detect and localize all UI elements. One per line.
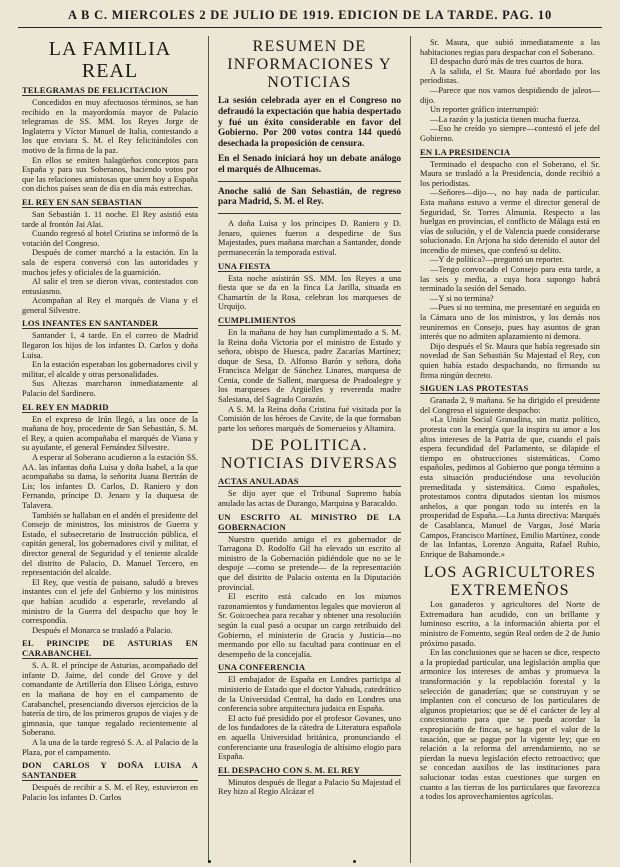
paragraph: —Y de política?—preguntó un reporter. (430, 255, 564, 265)
paragraph: S. A. R. el príncipe de Asturias, acompañado del infante D. Jaime, del conde del Grove y del comandante de Artillería don Eliseo Lóriga, estuvo en la mañana de hoy en el campamento de Carabanchel, presenciando diversos ejercicios de la batería de tiro, de los primeros grupos de viajes y de gimnasia, que tanque regalado recientemente al Soberano. (22, 661, 198, 738)
paragraph: —Y si no termina? (430, 293, 494, 303)
paragraph: «La Unión Social Granadina, sin matiz político, protesta con la energía que la inspira su amor a los altos intereses de la Patria de que, cuando el país espera fecundidad del Parlamento, se dilapide el tiempo en obstrucciones sistemáticas. Como españoles, pedimos al Gobierno que ponga término a esta situación produciéndose una revolución premeditada y sistemática. Como españoles, protestamos contra diputados sientan los mismos anhelos, a que pongan todo su interés en la prosperidad de España.—La Junta directiva: Marqués de Casablanca, Manuel de Vargas, José María Campos, Francisco Martínez, Emilio Martínez, conde de las Infantas, Lorenzo Anguita, Rafael Rubio, Enrique de Bahamonde.» (420, 415, 600, 559)
ornament-dot (208, 860, 211, 863)
paragraph: Sr. Maura, que subió inmediatamente a las habitaciones regias para despachar con el Soberano. (420, 38, 600, 57)
paragraph: —La razón y la justicia tienen mucha fuerza. (430, 114, 581, 124)
paragraph: Después el Monarca se trasladó a Palacio. (32, 625, 173, 635)
column-divider (208, 36, 209, 863)
header-rule (18, 27, 602, 28)
paragraph: Granada 2, 9 mañana. Se ha dirigido el presidente del Congreso el siguiente despacho: (420, 396, 600, 415)
paragraph: Terminado el despacho con el Soberano, el Sr. Maura se trasladó a la Presidencia, donde recibió a los periodistas. (420, 159, 600, 188)
paragraph: También se hallaban en el andén el presidente del Consejo de ministros, los ministros de Guerra y Estado, el subsecretario de Instrucción pública, el capitán general, los gobernadores civil y militar, el director general de Seguridad y el teniente alcalde del distrito de Palacio, D. Manuel Tercero, en representación del alcalde. (22, 510, 198, 578)
paragraph: Esta noche asistirán SS. MM. los Reyes a una fiesta que se da en la finca La Jarilla, situada en Chamartín de la Rosa, celebran los marqueses de Urquijo. (218, 273, 401, 312)
paragraph: Dijo después el Sr. Maura que había regresado sin novedad de San Sebastián Su Majestad el Rey, con quien había estado despachando, no firmando su firma ningún decreto. (420, 341, 600, 380)
paragraph: Un reporter gráfico interrumpió: (430, 105, 539, 115)
paragraph: —Parece que nos vamos despidiendo de jaleos—dijo. (420, 85, 600, 105)
subhead: LOS INFANTES EN SANTANDER (22, 318, 198, 329)
paragraph: En la estación esperaban los gobernadores civil y militar, el alcalde y otras personalidades. (22, 360, 198, 379)
paragraph: A la salida, el Sr. Maura fué abordado por los periodistas. (420, 66, 600, 86)
section-title-agricultores: LOS AGRICULTORES EXTREMEÑOS (423, 564, 597, 600)
section-title-familia-real: LA FAMILIA REAL (48, 38, 172, 82)
paragraph: En la mañana de hoy han cumplimentado a S. M. la Reina doña Victoria por el ministro de Estado y señora, obispo de Huesca, padre Zacarías Martínez; duque de Sesa, D. Alfonso Barón y señora, doña Francisca Melgar de Sánchez Linares, marquesa de Cenia, conde de Sallent, marquesa de Pradoalegre y los marqueses de Argüelles y reverenda madre Salesiana, del Sagrado Corazón. (218, 327, 401, 405)
paragraph: —Eso he creído yo siempre—contestó el jefe del Gobierno. (420, 124, 600, 143)
subhead: CUMPLIMIENTOS (218, 315, 401, 326)
section-title-politica: DE POLITICA. NOTICIAS DIVERSAS (220, 437, 399, 473)
paragraph: A esperar al Soberano acudieron a la estación SS. AA. las infantas doña Luisa y doña Isabel, a la que acompañaba su dama, la señorita Juana Bertrán de Lis; los infantes D. Carlos, D. Raniero y don Fernando, príncipe D. Jenaro y la duquesa de Talavera. (22, 453, 198, 510)
paragraph: Después de recibir a S. M. el Rey, estuvieron en Palacio los infantes D. Carlos (22, 783, 198, 802)
paragraph: Acompañan al Rey el marqués de Viana y el general Silvestre. (22, 296, 198, 315)
subhead: EL REY EN SAN SEBASTIAN (22, 197, 198, 208)
column-2 (218, 38, 401, 863)
subhead: DON CARLOS Y DOÑA LUISA A SANTANDER (22, 760, 198, 781)
section-title-resumen: RESUMEN DE INFORMACIONES Y NOTICIAS (227, 38, 392, 91)
divider (218, 213, 401, 214)
paragraph: —Pues si no termina, me presentaré en seguida en la Cámara uno de los ministros, y los demás nos reuniremos en Consejo, pues hay asuntos de gran interés que no admiten aplazamiento ni demora. (420, 303, 600, 342)
paragraph: Se dijo ayer que el Tribunal Supremo había anulado las actas de Durango, Marquina y Baracaldo. (218, 489, 401, 509)
subhead: EN LA PRESIDENCIA (420, 147, 600, 158)
paragraph: Nuestro querido amigo el ex gobernador de Tarragona D. Rodolfo Gil ha elevado un escrito al ministro de la Gobernación pidiéndole que no se le despoje —como se pretende— de la representación que del distrito de Palacio ostenta en la Diputación provincial. (218, 534, 401, 592)
paragraph: Al salir el tren se dieron vivas, contestados con entusiasmo. (22, 277, 198, 296)
lead-paragraph: La sesión celebrada ayer en el Congreso no defraudó la expectación que había despertado y fué un éxito considerable en favor del Gobierno. Por 200 votos contra 144 quedó desechada la proposición de censura. (218, 96, 401, 150)
paragraph: Cuando regresó al hotel Cristina se informó de la votación del Congreso. (22, 229, 198, 248)
divider (218, 181, 401, 182)
subhead: TELEGRAMAS DE FELICITACION (22, 85, 198, 96)
subhead: EL REY EN MADRID (22, 402, 198, 413)
subhead: UN ESCRITO AL MINISTRO DE LA GOBERNACION (218, 511, 401, 532)
subhead: EL PRINCIPE DE ASTURIAS EN CARABANCHEL (22, 638, 198, 659)
paragraph: En el expreso de Irún llegó, a las once de la mañana de hoy, procedente de San Sebastián, S. M. el Rey, a quien acompañaba el marqués de Viana y su ayudante, el general Fernández Silvestre. (22, 414, 198, 453)
subhead: UNA FIESTA (218, 261, 401, 272)
column-3 (420, 38, 600, 863)
subhead: UNA CONFERENCIA (218, 662, 401, 673)
paragraph: El Rey, que vestía de paisano, saludó a breves instantes con el jefe del Gobierno y los ministros que habían acudido a esperarle, revelando al ministro de la Guerra del despacho que hoy le correspondía. (22, 577, 198, 626)
lead-paragraph: En el Senado iniciará hoy un debate análogo el marqués de Alhucemas. (218, 153, 401, 175)
paragraph: Concedidos en muy afectuosos términos, se han recibido en la mayordomía mayor de Palacio telegramas de SS. MM. los Reyes Jorge de Inglaterra y Víctor Manuel de Italia, contestando a los que enviara S. M. el Rey felicitándoles con motivo de la firma de la paz. (22, 98, 198, 155)
paragraph: Después de comer marchó a la estación. En la sala de espera conversó con las autoridades y muchos jefes y oficiales de la guarnición. (22, 248, 198, 277)
paragraph: —Señores—dijo—, no hay nada de particular. Esta mañana estuvo a verme el director general de Seguridad, Sr. Torres Almunia. Respecto a las huelgas en provincias, el conflicto de Málaga está en vías de solución, y el de Valencia puede considerarse solucionado. En Arjona ha sido detenido el autor del incendio de mieses, que confesó su delito. (420, 188, 600, 255)
paragraph: Sus Altezas marcharon inmediatamente al Palacio del Sardinero. (22, 379, 198, 399)
column-divider (410, 36, 411, 863)
paragraph: El despacho duró más de tres cuartos de hora. (430, 57, 584, 67)
paragraph: En las conclusiones que se hacen se dice, respecto a la propiedad particular, una legislación amplia que armonice los intereses de ambas y promueva la transformación y la repoblación forestal y la selección de ganaderías; que se construyan y se implanten con el concurso de los particulares de algunos propietarios; que se dé el carácter de ley al concesionario para que se pueda acordar la expropiación de fincas, se haga por el valor de la tasación, que se pague por la vigente ley; que en relación a la reforma del arrendamiento, no se pierdan la nueva legislación efecto retroactivo; que se concedan auxilios de las instituciones para solucionar todas estas cuestiones que surgen en cuanto a las tierras de los particulares que favorezca a todos los aprovechamientos agrícolas. (420, 648, 600, 802)
lead-paragraph: Anoche salió de San Sebastián, de regreso para Madrid, S. M. el Rey. (218, 186, 401, 208)
paragraph: El acto fué presidido por el profesor Govanes, uno de los fundadores de la cátedra de Literatura española en aquella Universidad británica, pronunciando el conferenciante una fraseología de altísimo elogio para España. (218, 713, 401, 762)
paragraph: Los ganaderos y agricultores del Norte de Extremadura han acudido, con un brillante y luminoso escrito, a la información abierta por el ministro de Fomento, según Real orden de 2 de Junio próximo pasado. (420, 600, 600, 648)
subhead: SIGUEN LAS PROTESTAS (420, 383, 600, 394)
paragraph: Minutos después de llegar a Palacio Su Majestad el Rey hizo al Regio Alcázar el (218, 777, 401, 797)
paragraph: A doña Luisa y los príncipes D. Raniero y D. Jenaro, quienes fueron a despedirse de Sus Majestades, pues mañana marchan a Santander, donde permanecerán la temporada estival. (218, 219, 401, 257)
paragraph: El embajador de España en Londres participa al ministerio de Estado que el doctor Yahuda, catedrático de la Universidad Central, ha dado en Londres una conferencia sobre arquitectura judaica en España. (218, 675, 401, 714)
page-header: A B C. MIERCOLES 2 DE JULIO DE 1919. EDICION DE LA TARDE. PAG. 10 (67, 8, 552, 22)
paragraph: El escrito está calcado en los mismos razonamientos y fundamentos legales que movieron al Sr. Goicoechea para recabar y obtener una resolución según la cual pasó a ocupar un cargo retribuido del Gobierno, el ministerio de Gracia y Justicia—no mermando por ello su facultad para continuar en el desempeño de la concejalía. (218, 592, 401, 659)
subhead: ACTAS ANULADAS (218, 476, 401, 487)
ornament-dot (353, 860, 356, 863)
paragraph: A S. M. la Reina doña Cristina fué visitada por la Comisión de los héroes de Cavite, de la que formaban parte los señores marqués de Somerueios y Altamira. (218, 404, 401, 433)
column-1 (22, 38, 198, 863)
paragraph: San Sebastián 1. 11 noche. El Rey asistió esta tarde al frontón Jai Alai. (22, 209, 198, 229)
paragraph: —Tengo convocado el Consejo para esta tarde, a las seis y media, a cuya hora supongo habrá terminado la sesión del Senado. (420, 265, 600, 294)
paragraph: Santander 1, 4 tarde. En el correo de Madrid llegaron los hijos de los infantes D. Carlos y doña Luisa. (22, 331, 198, 360)
paragraph: A la una de la tarde regresó S. A. al Palacio de la Plaza, por el campamento. (22, 738, 198, 757)
subhead: EL DESPACHO CON S. M. EL REY (218, 765, 401, 776)
paragraph: En ellos se emiten halagüeños conceptos para España y para sus Soberanos, haciendo votos por que las relaciones amistosas que unen hoy a España con dichos países sean de día en día más estrechas. (22, 155, 198, 194)
